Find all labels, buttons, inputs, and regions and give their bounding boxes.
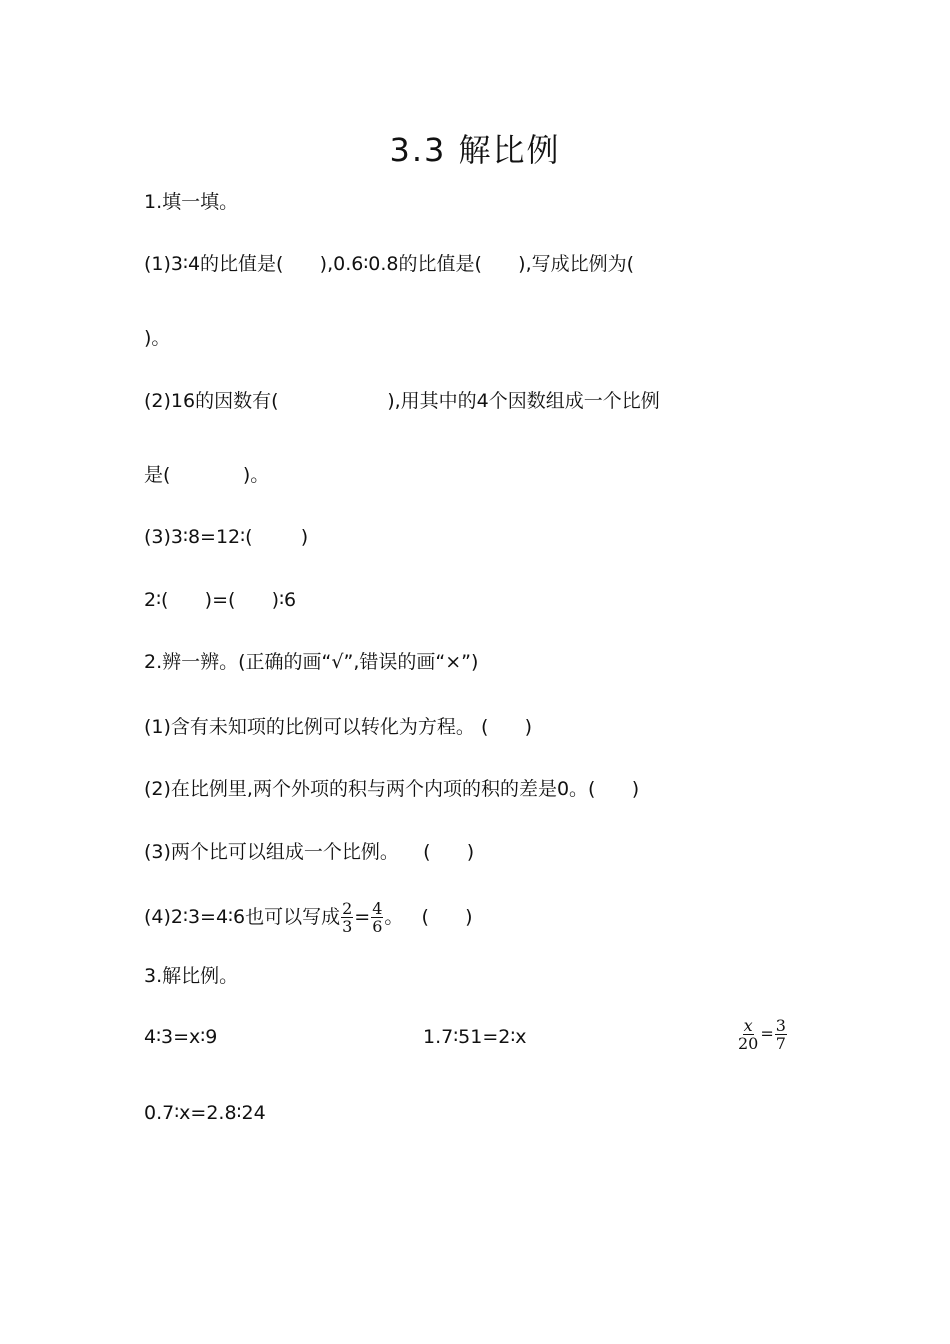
question-1-2-line1: (2)16的因数有( ),用其中的4个因数组成一个比例 bbox=[144, 390, 660, 412]
judge-item-1: (1)含有未知项的比例可以转化为方程。 ( ) bbox=[144, 716, 533, 738]
question-1-3-line1: (3)3∶8=12∶( ) bbox=[144, 526, 309, 548]
judge-item-4-suffix: 。 ( ) bbox=[384, 906, 473, 928]
judge-item-2: (2)在比例里,两个外项的积与两个内项的积的差是0。( ) bbox=[144, 778, 640, 800]
section2-heading: 2.辨一辨。(正确的画“√”,错误的画“×”) bbox=[144, 651, 479, 673]
fraction-2-3: $\frac{2}{3}$ bbox=[342, 899, 353, 936]
section1-heading: 1.填一填。 bbox=[144, 191, 239, 213]
fraction-4-6: $\frac{4}{6}$ bbox=[372, 899, 383, 936]
equals-sign: = bbox=[354, 906, 371, 928]
judge-item-4 bbox=[144, 899, 473, 935]
fraction-x-20: $\frac{x}{20}$ bbox=[738, 1016, 759, 1053]
fraction-3-7: $\frac{3}{7}$ bbox=[775, 1016, 786, 1053]
question-1-1-line2: )。 bbox=[144, 327, 171, 349]
section3-heading: 3.解比例。 bbox=[144, 965, 239, 987]
equation-4: 0.7∶x=2.8∶24 bbox=[144, 1102, 266, 1124]
equation-1: 4∶3=x∶9 bbox=[144, 1026, 218, 1048]
page-title: 3.3 解比例 bbox=[389, 131, 561, 169]
equals-sign: = bbox=[760, 1024, 774, 1043]
judge-item-4-prefix: (4)2∶3=4∶6也可以写成 bbox=[144, 906, 341, 928]
judge-item-3: (3)两个比可以组成一个比例。 ( ) bbox=[144, 841, 475, 863]
question-1-1-line1: (1)3∶4的比值是( ),0.6∶0.8的比值是( ),写成比例为( bbox=[144, 253, 635, 275]
question-1-3-line2: 2∶( )=( )∶6 bbox=[144, 589, 297, 611]
question-1-2-line2: 是( )。 bbox=[144, 464, 270, 486]
equation-2: 1.7∶51=2∶x bbox=[423, 1026, 527, 1048]
equation-3 bbox=[736, 1017, 788, 1052]
